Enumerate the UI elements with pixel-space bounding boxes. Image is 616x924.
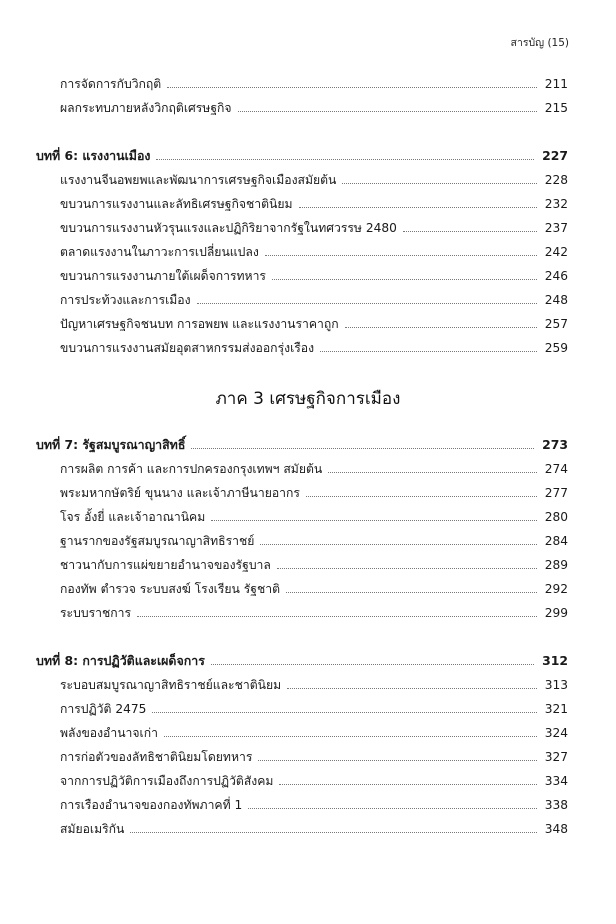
entry-page: 237	[544, 221, 568, 235]
dot-leader	[265, 255, 537, 256]
dot-leader	[286, 592, 537, 593]
toc-entry[interactable]	[60, 557, 568, 573]
toc-entry[interactable]	[60, 196, 568, 212]
dot-leader	[342, 183, 536, 184]
entry-title: การประท้วงและการเมือง	[60, 293, 191, 307]
entry-title: ขบวนการแรงงานภายใต้เผด็จการทหาร	[60, 269, 266, 283]
entry-page: 327	[544, 750, 568, 764]
dot-leader	[328, 472, 537, 473]
entry-page: 242	[544, 245, 568, 259]
toc-entry[interactable]	[60, 76, 568, 92]
toc-entry[interactable]	[60, 677, 568, 693]
dot-leader	[238, 111, 537, 112]
chapter-6-heading[interactable]	[36, 148, 568, 164]
dot-leader	[345, 327, 537, 328]
toc-entry[interactable]	[60, 797, 568, 813]
entry-page: 338	[544, 798, 568, 812]
entry-title: พลังของอำนาจเก่า	[60, 726, 158, 740]
entry-page: 215	[544, 101, 568, 115]
entry-page: 228	[544, 173, 568, 187]
toc-entry[interactable]	[60, 581, 568, 597]
dot-leader	[211, 664, 534, 665]
toc-entry[interactable]	[60, 485, 568, 501]
entry-title: ชาวนากับการแผ่ขยายอำนาจของรัฐบาล	[60, 558, 271, 572]
entry-page: 277	[544, 486, 568, 500]
dot-leader	[272, 279, 537, 280]
entry-title: ตลาดแรงงานในภาวะการเปลี่ยนแปลง	[60, 245, 259, 259]
entry-title: ขบวนการแรงงานสมัยอุตสาหกรรมส่งออกรุ่งเรือง	[60, 341, 315, 355]
dot-leader	[248, 808, 536, 809]
toc-entry[interactable]	[60, 340, 568, 356]
dot-leader	[167, 87, 537, 88]
entry-title: การเรืองอำนาจของกองทัพภาคที่ 1	[60, 798, 243, 812]
entry-page: 348	[544, 822, 568, 836]
dot-leader	[164, 736, 537, 737]
dot-leader	[152, 712, 536, 713]
dot-leader	[260, 544, 536, 545]
entry-title: ฐานรากของรัฐสมบูรณาญาสิทธิราชย์	[60, 534, 255, 548]
toc-entry[interactable]	[60, 533, 568, 549]
entry-page: 257	[544, 317, 568, 331]
chapter-title: บทที่ 6: แรงงานเมือง	[36, 148, 151, 163]
entry-title: โจร อั้งยี่ และเจ้าอาณานิคม	[60, 510, 206, 524]
entry-title: ขบวนการแรงงานหัวรุนแรงและปฏิกิริยาจากรัฐในทศวรรษ 2480	[60, 221, 397, 235]
running-header: สารบัญ (15)	[510, 37, 569, 49]
toc-entry[interactable]	[60, 773, 568, 789]
toc-entry[interactable]	[60, 244, 568, 260]
entry-title: ขบวนการแรงงานและลัทธิเศรษฐกิจชาตินิยม	[60, 197, 293, 211]
dot-leader	[156, 159, 534, 160]
entry-title: พระมหากษัตริย์ ขุนนาง และเจ้าภาษีนายอากร	[60, 486, 300, 500]
entry-page: 274	[544, 462, 568, 476]
entry-page: 334	[544, 774, 568, 788]
dot-leader	[197, 303, 537, 304]
toc-entry[interactable]	[60, 316, 568, 332]
entry-page: 280	[544, 510, 568, 524]
entry-title: การก่อตัวของลัทธิชาตินิยมโดยทหาร	[60, 750, 253, 764]
chapter-8-heading[interactable]	[36, 653, 568, 669]
entry-page: 299	[544, 606, 568, 620]
toc-entry[interactable]	[60, 749, 568, 765]
toc-entry[interactable]	[60, 268, 568, 284]
entry-title: ปัญหาเศรษฐกิจชนบท การอพยพ และแรงงานราคาถูก	[60, 317, 339, 331]
entry-title: ระบบราชการ	[60, 606, 131, 620]
entry-page: 289	[544, 558, 568, 572]
toc-entry[interactable]	[60, 725, 568, 741]
entry-title: สมัยอเมริกัน	[60, 822, 125, 836]
entry-page: 324	[544, 726, 568, 740]
entry-page: 321	[544, 702, 568, 716]
toc-entry[interactable]	[60, 292, 568, 308]
chapter-page: 273	[542, 437, 568, 452]
toc-entry[interactable]	[60, 605, 568, 621]
entry-page: 248	[544, 293, 568, 307]
dot-leader	[191, 448, 534, 449]
dot-leader	[299, 207, 537, 208]
entry-title: การผลิต การค้า และการปกครองกรุงเทพฯ สมัยต้น	[60, 462, 323, 476]
entry-page: 292	[544, 582, 568, 596]
toc-entry[interactable]	[60, 220, 568, 236]
dot-leader	[137, 616, 537, 617]
entry-page: 259	[544, 341, 568, 355]
entry-page: 284	[544, 534, 568, 548]
entry-title: แรงงานจีนอพยพและพัฒนาการเศรษฐกิจเมืองสมัยต้น	[60, 173, 337, 187]
dot-leader	[279, 784, 536, 785]
toc-entry[interactable]	[60, 821, 568, 837]
entry-title: จากการปฏิวัติการเมืองถึงการปฏิวัติสังคม	[60, 774, 274, 788]
entry-title: การจัดการกับวิกฤติ	[60, 77, 162, 91]
toc-entry[interactable]	[60, 509, 568, 525]
toc-entry[interactable]	[60, 100, 568, 116]
part-3-heading: ภาค 3 เศรษฐกิจการเมือง	[215, 389, 401, 409]
dot-leader	[258, 760, 536, 761]
dot-leader	[403, 231, 537, 232]
dot-leader	[287, 688, 537, 689]
entry-page: 313	[544, 678, 568, 692]
chapter-7-heading[interactable]	[36, 437, 568, 453]
entry-page: 211	[544, 77, 568, 91]
dot-leader	[211, 520, 536, 521]
chapter-title: บทที่ 8: การปฏิวัติและเผด็จการ	[36, 653, 205, 668]
dot-leader	[277, 568, 537, 569]
chapter-page: 227	[542, 148, 568, 163]
chapter-page: 312	[542, 653, 568, 668]
entry-page: 246	[544, 269, 568, 283]
chapter-title: บทที่ 7: รัฐสมบูรณาญาสิทธิ์	[36, 437, 186, 452]
entry-page: 232	[544, 197, 568, 211]
toc-entry[interactable]	[60, 461, 568, 477]
dot-leader	[130, 832, 536, 833]
dot-leader	[306, 496, 537, 497]
dot-leader	[320, 351, 537, 352]
entry-title: ระบอบสมบูรณาญาสิทธิราชย์และชาตินิยม	[60, 678, 282, 692]
entry-title: กองทัพ ตำรวจ ระบบสงฆ์ โรงเรียน รัฐชาติ	[60, 582, 281, 596]
entry-title: การปฏิวัติ 2475	[60, 702, 147, 716]
toc-entry[interactable]	[60, 172, 568, 188]
entry-title: ผลกระทบภายหลังวิกฤติเศรษฐกิจ	[60, 101, 232, 115]
toc-entry[interactable]	[60, 701, 568, 717]
